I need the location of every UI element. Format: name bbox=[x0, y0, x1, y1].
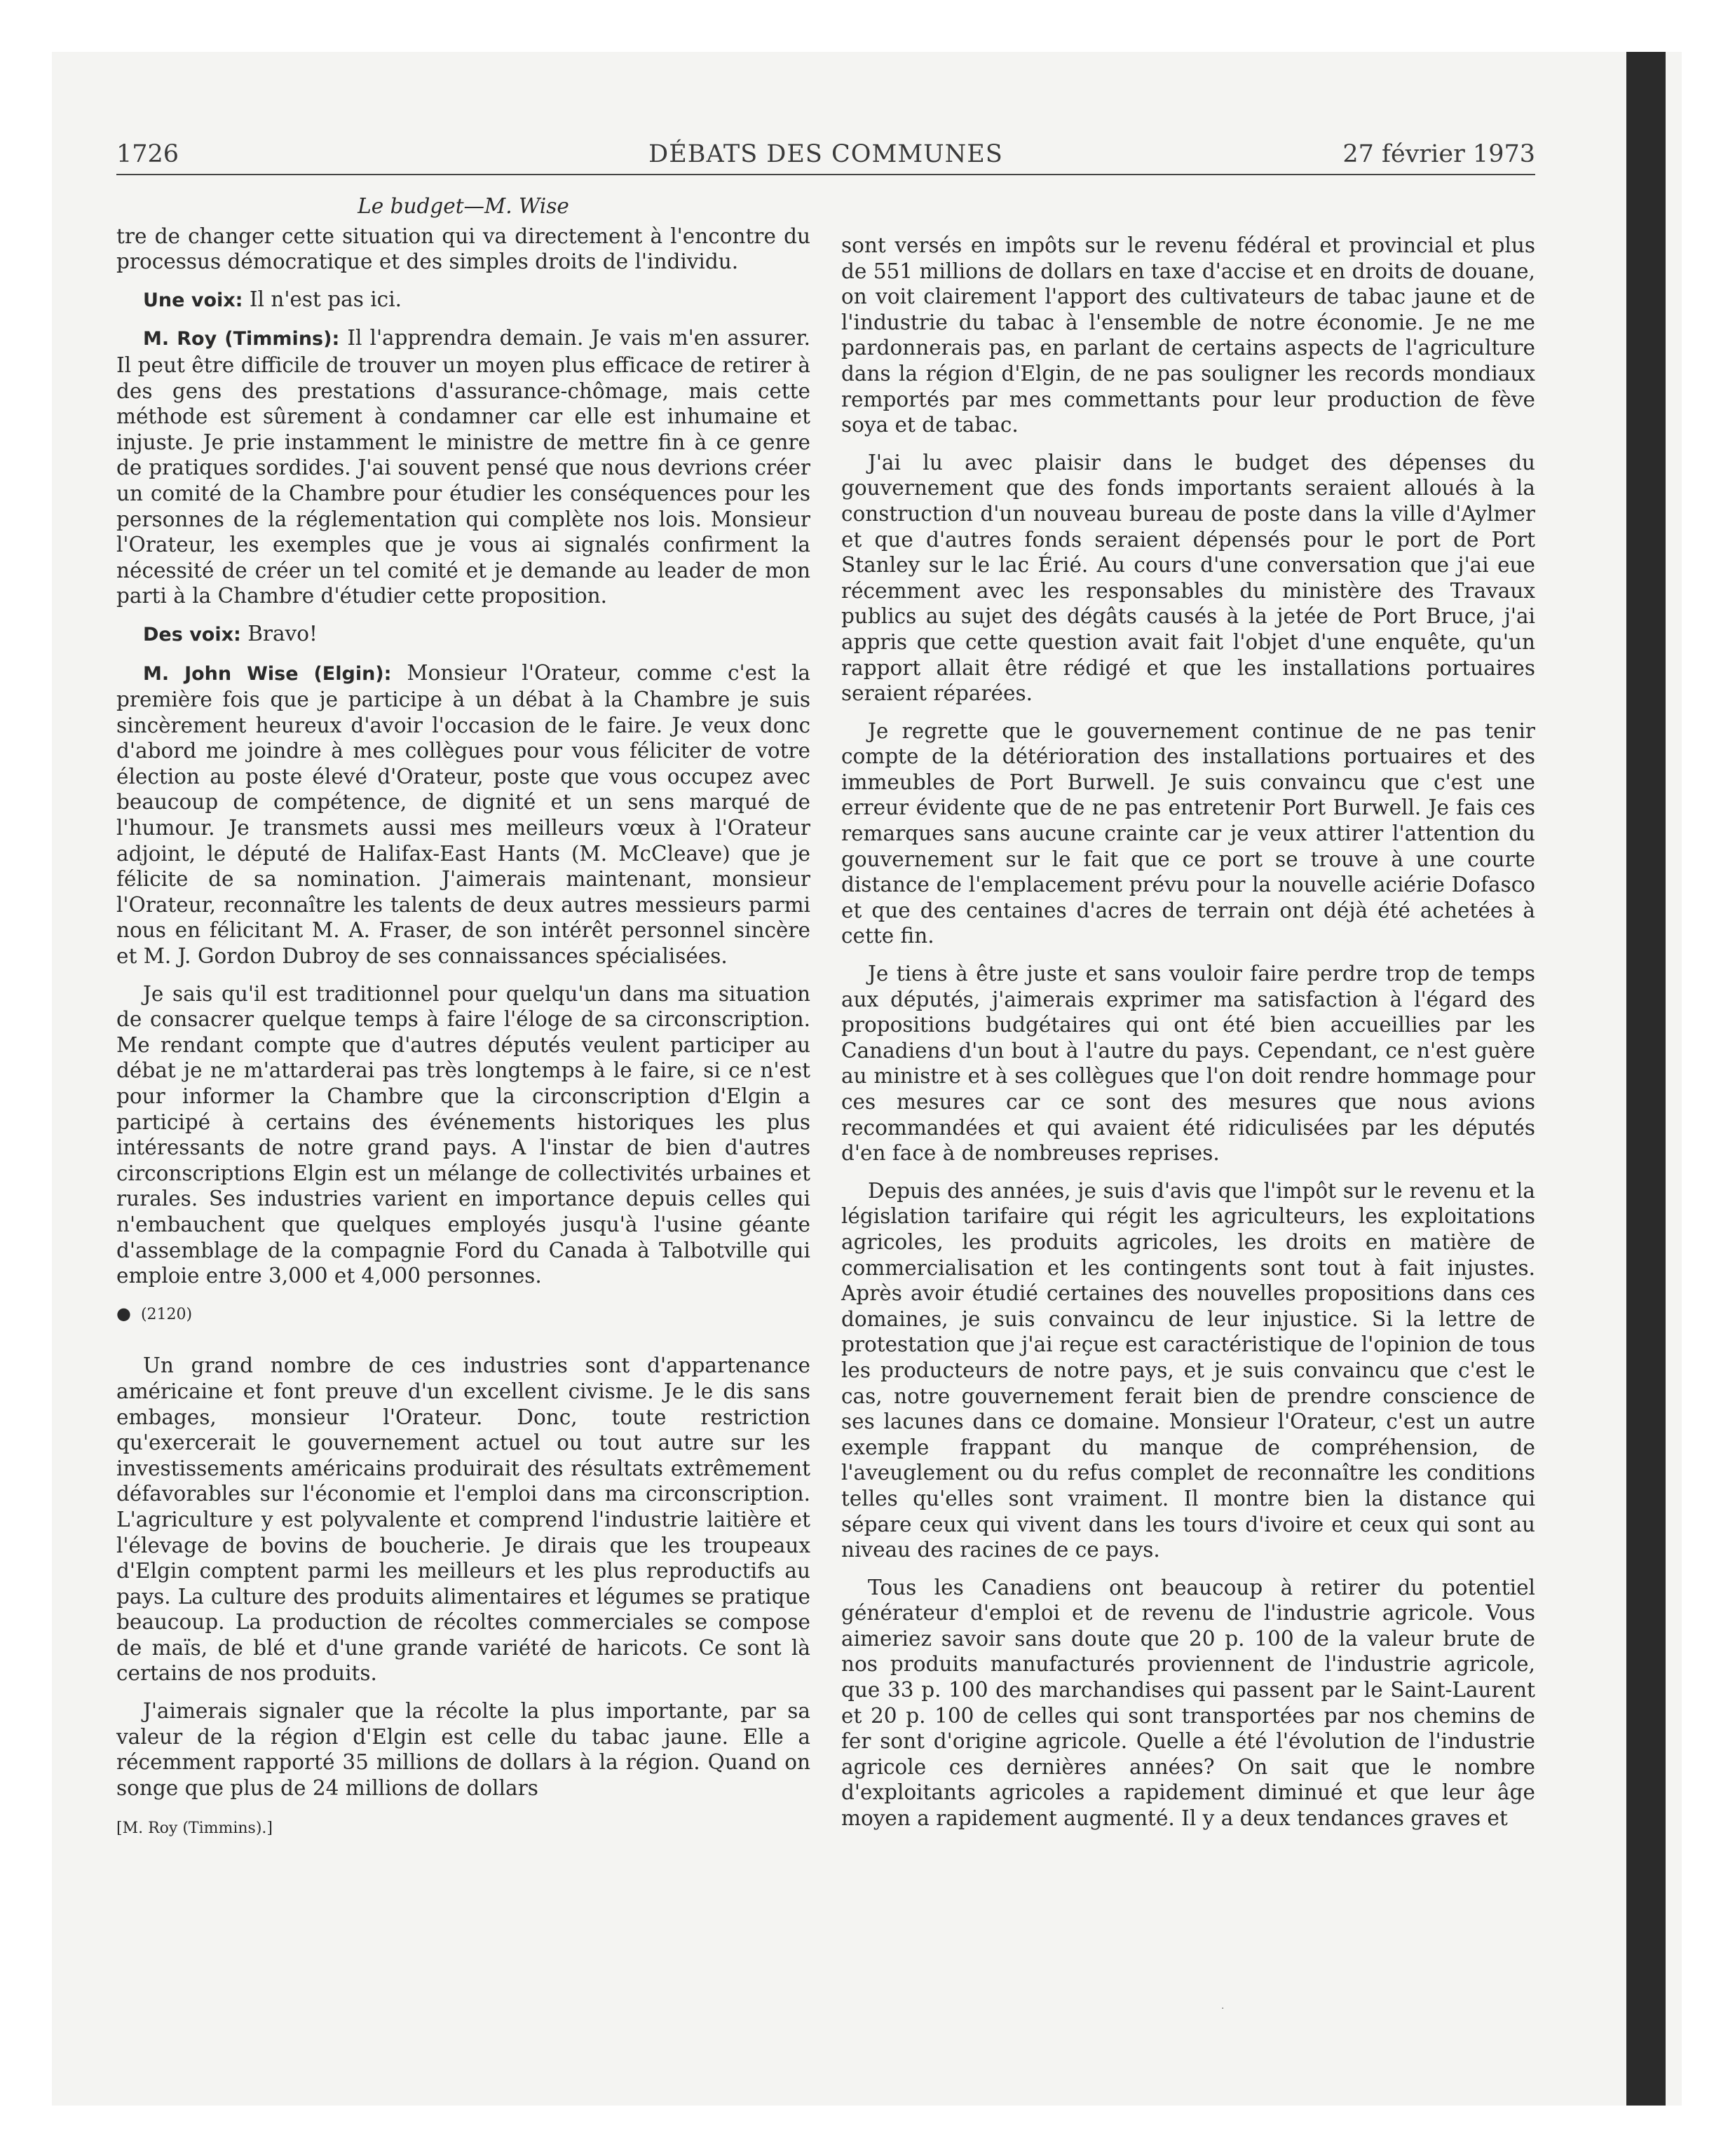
speech-text: Il n'est pas ici. bbox=[243, 287, 402, 311]
paragraph bbox=[116, 287, 810, 314]
paragraph bbox=[116, 660, 810, 969]
time-marker-label: (2120) bbox=[140, 1305, 193, 1323]
paragraph: Je regrette que le gouvernement continue de ne pas tenir compte de la détérioration des installations portuaires et des immeubles de Port Burwell. Je suis convaincu que c'est une erreur évidente que de ne pas entretenir Port Burwell. Je fais ces remarques sans aucune crainte car je veux attirer l'attention du gouvernement sur le fait que ce port se trouve à une courte distance de l'emplacement prévu pour la nouvelle aciérie Dofasco et que des centaines d'acres de terrain ont déjà été achetées à cette fin. bbox=[841, 718, 1535, 948]
publication-date: 27 février 1973 bbox=[1342, 140, 1535, 168]
page-number: 1726 bbox=[116, 140, 179, 168]
paragraph: Je sais qu'il est traditionnel pour quelqu'un dans ma situation de consacrer quelque temps à faire l'éloge de sa circonscription. Me rendant compte que d'autres députés veulent participer au débat je ne m'attarderai pas très longtemps à le faire, si ce n'est pour informer la Chambre que la circonscription d'Elgin a participé à certains des événements historiques les plus intéressants de notre grand pays. A l'instar de bien d'autres circonscriptions Elgin est un mélange de collectivités urbaines et rurales. Ses industries varient en importance depuis celles qui n'embauchent que quelques employés jusqu'à l'usine géante d'assemblage de la compagnie Ford du Canada à Talbotville qui emploie entre 3,000 et 4,000 personnes. bbox=[116, 981, 810, 1288]
paragraph: J'ai lu avec plaisir dans le budget des dépenses du gouvernement que des fonds importants seraient alloués à la construction d'un nouveau bureau de poste dans la ville d'Aylmer et que d'autres fonds seraient dépensés pour le port de Port Stanley sur le lac Érié. Au cours d'une conversation que j'ai eue récemment avec les responsables du ministère des Travaux publics au sujet des dégâts causés à la jetée de Port Bruce, j'ai appris que cette question avait fait l'objet d'une enquête, qu'un rapport allait être rédigé et que les installations portuaires seraient réparées. bbox=[841, 450, 1535, 706]
paragraph: Je tiens à être juste et sans vouloir faire perdre trop de temps aux députés, j'aimerais exprimer ma satisfaction à l'égard des propositions budgétaires qui ont été bien accueillies par les Canadiens d'un bout à l'autre du pays. Cependant, ce n'est guère au ministre et à ses collègues que l'on doit rendre hommage pour ces mesures car ce sont des mesures que nous avions recommandées et qui avaient été ridiculisées par les députés d'en face à de nombreuses reprises. bbox=[841, 962, 1535, 1166]
right-column bbox=[841, 233, 1535, 1843]
paragraph: sont versés en impôts sur le revenu fédéral et provincial et plus de 551 millions de dollars en taxe d'accise et en droits de douane, on voit clairement l'apport des cultivateurs de tabac jaune et de l'industrie du tabac à l'ensemble de notre économie. Je ne me pardonnerais pas, en parlant de certains aspects de l'agriculture dans la région d'Elgin, de ne pas souligner les records mondiaux remportés par mes commettants pour leur production de fève soya et de tabac. bbox=[841, 233, 1535, 437]
paragraph: Depuis des années, je suis d'avis que l'impôt sur le revenu et la législation tarifaire qui régit les agriculteurs, les exploitations agricoles, les produits agricoles, les droits en matière de commercialisation et les contingents sont tout à fait injustes. Après avoir étudié certaines des nouvelles propositions dans ces domaines, je suis convaincu de leur injustice. Si la lettre de protestation que j'ai reçue est caractéristique de l'opinion de tous les producteurs de notre pays, et je suis convaincu que c'est le cas, notre gouvernement ferait bien de prendre conscience de ses lacunes dans ce domaine. Monsieur l'Orateur, c'est un autre exemple frappant du manque de compréhension, de l'aveuglement ou du refus complet de reconnaître les conditions telles qu'elles sont vraiment. Il montre bien la distance qui sépare ceux qui vivent dans les tours d'ivoire et ceux qui sont au niveau des racines de ce pays. bbox=[841, 1178, 1535, 1562]
paragraph: Tous les Canadiens ont beaucoup à retirer du potentiel générateur d'emploi et de revenu de l'industrie agricole. Vous aimeriez savoir sans doute que 20 p. 100 de la valeur brute de nos produits manufacturés proviennent de l'industrie agricole, que 33 p. 100 des marchandises qui passent par le Saint-Laurent et 20 p. 100 de celles qui sont transportées par nos chemins de fer sont d'origine agricole. Quelle a été l'évolution de l'industrie agricole ces dernières années? On sait que le nombre d'exploitants agricoles a rapidement diminué et que leur âge moyen a rapidement augmenté. Il y a deux tendances graves et bbox=[841, 1575, 1535, 1831]
speech-text: Il l'apprendra demain. Je vais m'en assurer. Il peut être difficile de trouver un moyen plus efficace de retirer à des gens des prestations d'assurance-chômage, mais cette méthode est sûrement à condamner car elle est inhumaine et injuste. Je prie instamment le ministre de mettre fin à ce genre de pratiques sordides. J'ai souvent pensé que nous devrions créer un comité de la Chambre pour étudier les conséquences pour les personnes de la réglementation qui complète nos lois. Monsieur l'Orateur, les exemples que je vous ai signalés confirment la nécessité de créer un tel comité et je demande au leader de mon parti à la Chambre d'étudier cette proposition. bbox=[116, 326, 810, 608]
running-head: Le budget—M. Wise bbox=[358, 194, 569, 218]
paragraph: J'aimerais signaler que la récolte la plus importante, par sa valeur de la région d'Elgin est celle du tabac jaune. Elle a récemment rapporté 35 millions de dollars à la région. Quand on songe que plus de 24 millions de dollars bbox=[116, 1699, 810, 1800]
time-marker bbox=[116, 1301, 810, 1328]
paragraph bbox=[116, 621, 810, 648]
speech-text: Monsieur l'Orateur, comme c'est la première fois que je participe à un débat à la Chambre je suis sincèrement heureux d'avoir l'occasion de le faire. Je veux donc d'abord me joindre à mes collègues pour vous féliciter de votre élection au poste élevé d'Orateur, poste que vous occupez avec beaucoup de compétence, de dignité et un sens marqué de l'humour. Je transmets aussi mes meilleurs vœux à l'Orateur adjoint, le député de Halifax-East Hants (M. McCleave) que je félicite de sa nomination. J'aimerais maintenant, monsieur l'Orateur, reconnaître les talents de deux autres messieurs parmi nous en félicitant M. A. Fraser, de son intérêt personnel sincère et M. J. Gordon Dubroy de ses connaissances spécialisées. bbox=[116, 660, 811, 969]
publication-title: DÉBATS DES COMMUNES bbox=[648, 140, 1003, 168]
speaker-name: M. Roy (Timmins): bbox=[143, 328, 340, 350]
speech-text: Bravo! bbox=[240, 621, 318, 646]
scan-speck: · bbox=[1221, 2003, 1225, 2014]
paragraph: tre de changer cette situation qui va directement à l'encontre du processus démocratique et des simples droits de l'individu. bbox=[116, 224, 810, 274]
left-column bbox=[116, 193, 810, 1854]
speaker-name: Une voix: bbox=[143, 289, 243, 311]
paragraph bbox=[116, 325, 810, 609]
page-header bbox=[116, 139, 1535, 175]
footnote: [M. Roy (Timmins).] bbox=[116, 1820, 273, 1838]
bullet-icon: ● bbox=[116, 1303, 131, 1323]
paragraph: Un grand nombre de ces industries sont d'appartenance américaine et font preuve d'un excellent civisme. Je le dis sans embages, monsieur l'Orateur. Donc, toute restriction qu'exercerait le gouvernement actuel ou tout autre sur les investissements américains produirait des résultats extrêmement défavorables sur l'économie et l'emploi dans ma circonscription. L'agriculture y est polyvalente et comprend l'industrie laitière et l'élevage de bovins de boucherie. Je dirais que les troupeaux d'Elgin comptent parmi les meilleurs et les plus reproductifs au pays. La culture des produits alimentaires et légumes se pratique beaucoup. La production de récoltes commerciales se compose de maïs, de blé et d'une grande variété de haricots. Ce sont là certains de nos produits. bbox=[116, 1353, 810, 1686]
speaker-name: M. John Wise (Elgin): bbox=[143, 662, 392, 685]
speaker-name: Des voix: bbox=[143, 623, 241, 646]
scan-edge-bar bbox=[1626, 52, 1666, 2106]
